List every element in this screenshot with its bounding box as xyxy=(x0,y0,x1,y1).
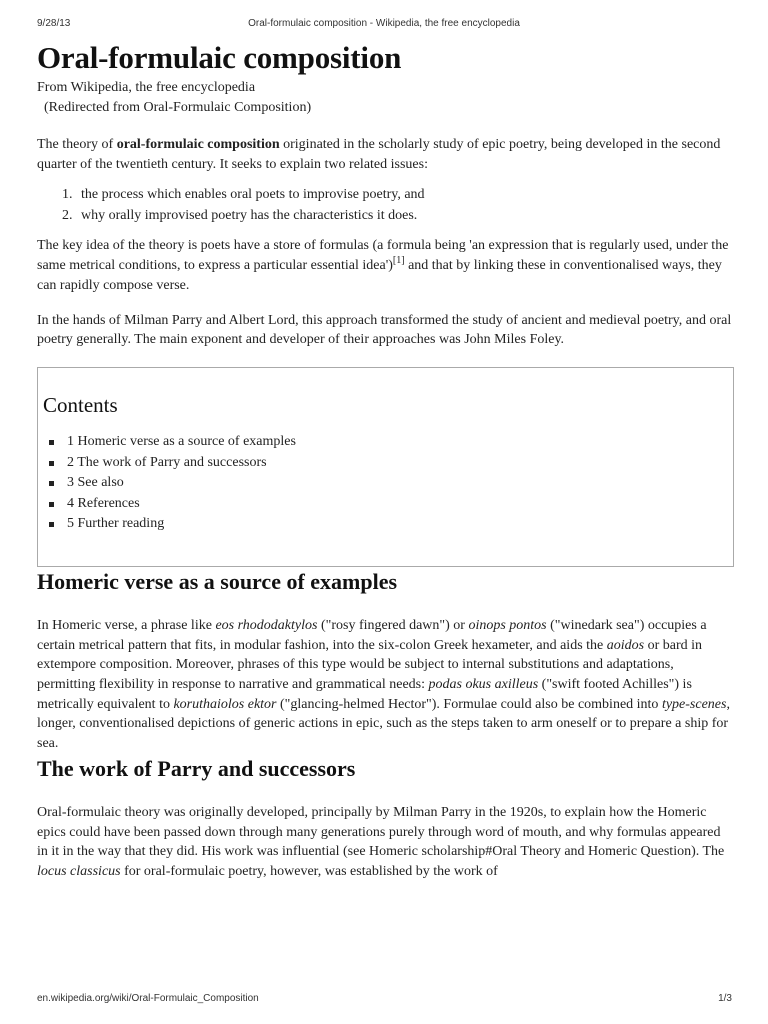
page-title: Oral-formulaic composition xyxy=(37,40,402,75)
intro-paragraph-3: In the hands of Milman Parry and Albert Lord, this approach transformed the study of ancient and medieval poetry, and oral poetry generally. The main exponent and developer of their approaches was John Miles Foley. xyxy=(37,312,732,348)
print-footer xyxy=(0,993,768,1007)
issues-list xyxy=(37,184,734,226)
toc-title: Contents xyxy=(43,392,118,417)
print-date: 9/28/13 xyxy=(37,18,71,29)
toc-item[interactable]: 4 References xyxy=(67,494,733,515)
reference-link[interactable]: [1] xyxy=(392,255,405,267)
homeric-paragraph: In Homeric verse, a phrase like eos rhododaktylos ("rosy fingered dawn") or oinops pontos ("winedark sea") occupies a certain metrical pattern that fits, in modular fashion, into the six-colon Greek hexameter, and aids the aoidos or bard in extempore composition. Moreover, phrases of this type would be subject to internal substitutions and adaptations, permitting flexibility in response to narrative and grammatical needs: podas okus axilleus ("swift footed Achilles") is metrically equivalent to koruthaiolos ektor ("glancing-helmed Hector"). Formulae could also be combined into type-scenes, longer, conventionalised depictions of generic actions in epic, such as the steps taken to arm oneself or to prepare a ship for sea. xyxy=(37,617,730,752)
print-page-title: Oral-formulaic composition - Wikipedia, the free encyclopedia xyxy=(248,18,520,29)
section-heading-parry: The work of Parry and successors xyxy=(37,755,356,781)
redirect-note: (Redirected from Oral-Formulaic Composition) xyxy=(44,100,312,115)
intro-paragraph-2: The key idea of the theory is poets have a store of formulas (a formula being 'an expression that is regularly used, under the same metrical conditions, to express a particular essential idea')[1] and that by linking these in conventionalised ways, they can rapidly compose verse. xyxy=(37,238,729,293)
print-header xyxy=(0,18,768,32)
list-item: 1. the process which enables oral poets to improvise poetry, and xyxy=(76,184,734,205)
toc-list xyxy=(43,432,733,535)
table-of-contents xyxy=(37,367,734,567)
section-heading-homeric: Homeric verse as a source of examples xyxy=(37,568,398,594)
page-number: 1/3 xyxy=(718,993,732,1004)
site-sub: From Wikipedia, the free encyclopedia xyxy=(37,80,256,95)
toc-item[interactable]: 1 Homeric verse as a source of examples xyxy=(67,432,733,453)
bold-term: oral-formulaic composition xyxy=(116,137,280,152)
toc-item[interactable]: 3 See also xyxy=(67,473,733,494)
parry-paragraph: Oral-formulaic theory was originally developed, principally by Milman Parry in the 1920s, to explain how the Homeric epics could have been passed down through many generations purely through word of mouth, and why formulas appeared in it in the way that they did. His work was influential (see Homeric scholarship#Oral Theory and Homeric Question). The locus classicus for oral-formulaic poetry, however, was established by the work of xyxy=(37,804,725,879)
article-body xyxy=(37,38,734,882)
toc-item[interactable]: 2 The work of Parry and successors xyxy=(67,453,733,474)
toc-item[interactable]: 5 Further reading xyxy=(67,514,733,535)
intro-paragraph-1: The theory of oral-formulaic composition originated in the scholarly study of epic poetry, being developed in the second quarter of the twentieth century. It seeks to explain two related issues: xyxy=(37,137,721,172)
print-url: en.wikipedia.org/wiki/Oral-Formulaic_Composition xyxy=(37,993,259,1004)
list-item: 2. why orally improvised poetry has the characteristics it does. xyxy=(76,205,734,226)
